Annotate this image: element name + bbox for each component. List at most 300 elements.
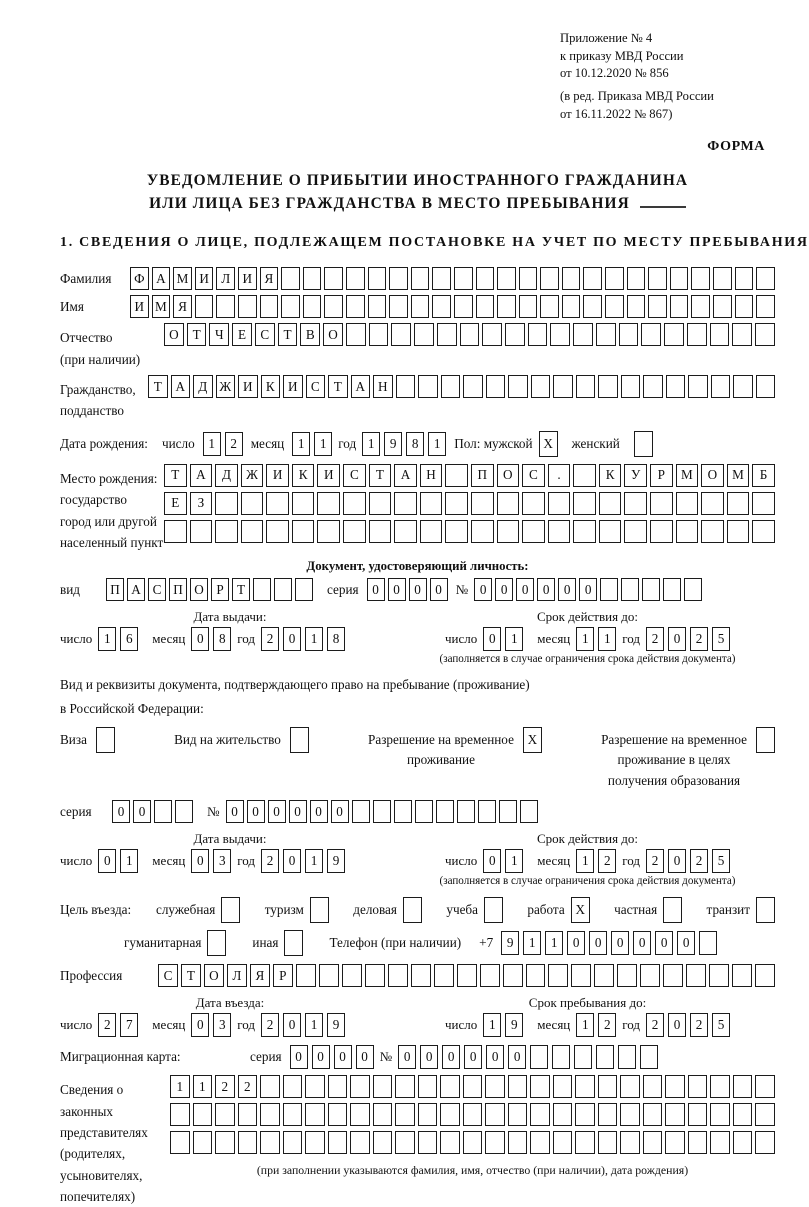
char-cell[interactable] xyxy=(688,1103,708,1126)
char-cell[interactable] xyxy=(665,1103,685,1126)
char-cell[interactable]: 2 xyxy=(238,1075,258,1098)
char-cell[interactable] xyxy=(154,800,172,823)
char-cell[interactable]: 0 xyxy=(356,1045,374,1069)
char-cell[interactable] xyxy=(676,520,699,543)
char-cell[interactable]: 0 xyxy=(474,578,492,601)
char-cell[interactable] xyxy=(296,964,316,987)
char-cell[interactable] xyxy=(600,578,618,601)
char-cell[interactable]: 1 xyxy=(305,627,323,651)
char-cell[interactable]: 1 xyxy=(505,627,523,651)
char-cell[interactable] xyxy=(618,1045,636,1069)
char-cell[interactable] xyxy=(650,492,673,515)
char-cell[interactable]: 0 xyxy=(655,931,673,955)
char-cell[interactable] xyxy=(713,267,732,290)
char-cell[interactable] xyxy=(305,1103,325,1126)
char-cell[interactable] xyxy=(418,1075,438,1098)
char-cell[interactable]: 0 xyxy=(226,800,244,823)
char-cell[interactable] xyxy=(620,1131,640,1154)
char-cell[interactable]: П xyxy=(169,578,187,601)
char-cell[interactable]: Л xyxy=(227,964,247,987)
char-cell[interactable]: 0 xyxy=(112,800,130,823)
char-cell[interactable] xyxy=(283,1075,303,1098)
char-cell[interactable]: 1 xyxy=(292,432,310,456)
char-cell[interactable]: 2 xyxy=(646,849,664,873)
char-cell[interactable]: Е xyxy=(164,492,187,515)
char-cell[interactable] xyxy=(573,520,596,543)
char-cell[interactable]: 1 xyxy=(314,432,332,456)
char-cell[interactable] xyxy=(260,1103,280,1126)
char-cell[interactable]: 0 xyxy=(508,1045,526,1069)
char-cell[interactable] xyxy=(281,295,300,318)
char-cell[interactable] xyxy=(238,1103,258,1126)
char-cell[interactable] xyxy=(317,520,340,543)
char-cell[interactable] xyxy=(193,1131,213,1154)
char-cell[interactable] xyxy=(643,1075,663,1098)
char-cell[interactable]: А xyxy=(171,375,191,398)
char-cell[interactable] xyxy=(503,964,523,987)
char-cell[interactable] xyxy=(395,1131,415,1154)
char-cell[interactable] xyxy=(485,1075,505,1098)
char-cell[interactable]: 5 xyxy=(712,1013,730,1037)
char-cell[interactable]: 2 xyxy=(215,1075,235,1098)
purpose-option-checkbox[interactable] xyxy=(207,930,226,956)
char-cell[interactable] xyxy=(530,1075,550,1098)
char-cell[interactable] xyxy=(701,520,724,543)
char-cell[interactable]: З xyxy=(190,492,213,515)
char-cell[interactable] xyxy=(373,800,391,823)
char-cell[interactable]: К xyxy=(261,375,281,398)
char-cell[interactable]: 0 xyxy=(133,800,151,823)
char-cell[interactable]: 1 xyxy=(576,849,594,873)
char-cell[interactable] xyxy=(634,431,653,457)
char-cell[interactable] xyxy=(508,375,528,398)
char-cell[interactable] xyxy=(573,464,596,487)
char-cell[interactable] xyxy=(394,800,412,823)
char-cell[interactable]: Р xyxy=(273,964,293,987)
char-cell[interactable] xyxy=(215,1103,235,1126)
char-cell[interactable] xyxy=(457,964,477,987)
purpose-option-checkbox[interactable] xyxy=(663,897,682,923)
char-cell[interactable] xyxy=(642,578,660,601)
char-cell[interactable]: 0 xyxy=(430,578,448,601)
char-cell[interactable] xyxy=(710,1103,730,1126)
char-cell[interactable] xyxy=(457,800,475,823)
char-cell[interactable] xyxy=(373,1103,393,1126)
char-cell[interactable] xyxy=(713,295,732,318)
char-cell[interactable] xyxy=(266,492,289,515)
char-cell[interactable] xyxy=(670,267,689,290)
char-cell[interactable] xyxy=(627,295,646,318)
char-cell[interactable]: 5 xyxy=(712,627,730,651)
char-cell[interactable]: X xyxy=(523,727,542,753)
char-cell[interactable]: 2 xyxy=(646,627,664,651)
char-cell[interactable] xyxy=(164,520,187,543)
char-cell[interactable] xyxy=(687,323,707,346)
char-cell[interactable] xyxy=(266,520,289,543)
char-cell[interactable] xyxy=(755,323,775,346)
char-cell[interactable] xyxy=(526,964,546,987)
char-cell[interactable] xyxy=(733,1103,753,1126)
char-cell[interactable] xyxy=(350,1131,370,1154)
char-cell[interactable] xyxy=(418,375,438,398)
char-cell[interactable] xyxy=(699,931,717,955)
char-cell[interactable]: М xyxy=(676,464,699,487)
char-cell[interactable] xyxy=(454,267,473,290)
char-cell[interactable]: 0 xyxy=(331,800,349,823)
char-cell[interactable] xyxy=(414,323,434,346)
char-cell[interactable]: 0 xyxy=(668,627,686,651)
char-cell[interactable] xyxy=(548,520,571,543)
char-cell[interactable]: Н xyxy=(373,375,393,398)
char-cell[interactable]: Д xyxy=(193,375,213,398)
char-cell[interactable]: 0 xyxy=(312,1045,330,1069)
char-cell[interactable] xyxy=(643,1103,663,1126)
char-cell[interactable]: 0 xyxy=(191,849,209,873)
char-cell[interactable] xyxy=(476,295,495,318)
char-cell[interactable] xyxy=(396,375,416,398)
char-cell[interactable]: 0 xyxy=(283,1013,301,1037)
char-cell[interactable]: 1 xyxy=(203,432,221,456)
char-cell[interactable] xyxy=(508,1131,528,1154)
char-cell[interactable] xyxy=(627,267,646,290)
char-cell[interactable]: 8 xyxy=(213,627,231,651)
char-cell[interactable] xyxy=(650,520,673,543)
char-cell[interactable] xyxy=(664,323,684,346)
char-cell[interactable] xyxy=(756,727,775,753)
char-cell[interactable]: 1 xyxy=(576,627,594,651)
char-cell[interactable]: И xyxy=(238,375,258,398)
char-cell[interactable] xyxy=(441,375,461,398)
char-cell[interactable]: 5 xyxy=(712,849,730,873)
char-cell[interactable] xyxy=(369,520,392,543)
char-cell[interactable]: Т xyxy=(148,375,168,398)
char-cell[interactable]: 2 xyxy=(261,1013,279,1037)
char-cell[interactable] xyxy=(295,578,313,601)
char-cell[interactable] xyxy=(499,800,517,823)
char-cell[interactable]: С xyxy=(255,323,275,346)
char-cell[interactable] xyxy=(599,492,622,515)
char-cell[interactable] xyxy=(519,267,538,290)
char-cell[interactable]: 0 xyxy=(442,1045,460,1069)
char-cell[interactable] xyxy=(596,323,616,346)
char-cell[interactable]: Ж xyxy=(216,375,236,398)
char-cell[interactable] xyxy=(620,1103,640,1126)
char-cell[interactable] xyxy=(463,1103,483,1126)
char-cell[interactable]: 9 xyxy=(327,1013,345,1037)
char-cell[interactable] xyxy=(317,492,340,515)
char-cell[interactable]: Т xyxy=(278,323,298,346)
char-cell[interactable] xyxy=(617,964,637,987)
char-cell[interactable] xyxy=(190,520,213,543)
char-cell[interactable] xyxy=(648,295,667,318)
char-cell[interactable] xyxy=(324,295,343,318)
char-cell[interactable] xyxy=(342,964,362,987)
char-cell[interactable] xyxy=(346,295,365,318)
char-cell[interactable]: Т xyxy=(164,464,187,487)
char-cell[interactable] xyxy=(305,1131,325,1154)
char-cell[interactable] xyxy=(598,1103,618,1126)
char-cell[interactable] xyxy=(395,1075,415,1098)
char-cell[interactable]: И xyxy=(195,267,214,290)
char-cell[interactable] xyxy=(701,492,724,515)
char-cell[interactable]: А xyxy=(190,464,213,487)
char-cell[interactable] xyxy=(670,295,689,318)
char-cell[interactable]: А xyxy=(351,375,371,398)
char-cell[interactable]: К xyxy=(599,464,622,487)
char-cell[interactable] xyxy=(319,964,339,987)
char-cell[interactable] xyxy=(216,295,235,318)
char-cell[interactable]: 0 xyxy=(268,800,286,823)
char-cell[interactable] xyxy=(434,964,454,987)
char-cell[interactable]: 3 xyxy=(213,849,231,873)
purpose-option-checkbox[interactable] xyxy=(284,930,303,956)
char-cell[interactable] xyxy=(598,1075,618,1098)
char-cell[interactable] xyxy=(343,520,366,543)
char-cell[interactable]: 1 xyxy=(428,432,446,456)
char-cell[interactable]: 0 xyxy=(567,931,585,955)
char-cell[interactable] xyxy=(346,267,365,290)
char-cell[interactable] xyxy=(756,295,775,318)
char-cell[interactable]: 8 xyxy=(327,627,345,651)
char-cell[interactable]: О xyxy=(701,464,724,487)
purpose-option-checkbox[interactable] xyxy=(756,897,775,923)
char-cell[interactable] xyxy=(175,800,193,823)
char-cell[interactable] xyxy=(440,1075,460,1098)
char-cell[interactable] xyxy=(752,520,775,543)
char-cell[interactable]: 2 xyxy=(261,627,279,651)
char-cell[interactable] xyxy=(688,1075,708,1098)
char-cell[interactable] xyxy=(733,1075,753,1098)
purpose-option-checkbox[interactable] xyxy=(484,897,503,923)
char-cell[interactable] xyxy=(553,1075,573,1098)
char-cell[interactable]: Н xyxy=(420,464,443,487)
char-cell[interactable]: Я xyxy=(250,964,270,987)
char-cell[interactable]: 0 xyxy=(464,1045,482,1069)
char-cell[interactable]: 0 xyxy=(579,578,597,601)
char-cell[interactable] xyxy=(530,1131,550,1154)
char-cell[interactable] xyxy=(215,1131,235,1154)
char-cell[interactable] xyxy=(540,267,559,290)
char-cell[interactable] xyxy=(260,295,279,318)
char-cell[interactable] xyxy=(599,520,622,543)
char-cell[interactable] xyxy=(548,492,571,515)
char-cell[interactable] xyxy=(274,578,292,601)
char-cell[interactable] xyxy=(519,295,538,318)
char-cell[interactable] xyxy=(508,1075,528,1098)
char-cell[interactable] xyxy=(432,267,451,290)
char-cell[interactable] xyxy=(303,267,322,290)
char-cell[interactable] xyxy=(665,1131,685,1154)
char-cell[interactable]: 0 xyxy=(289,800,307,823)
char-cell[interactable]: 2 xyxy=(690,849,708,873)
char-cell[interactable]: 6 xyxy=(120,627,138,651)
char-cell[interactable] xyxy=(522,520,545,543)
char-cell[interactable] xyxy=(688,375,708,398)
char-cell[interactable] xyxy=(471,492,494,515)
char-cell[interactable] xyxy=(550,323,570,346)
char-cell[interactable] xyxy=(283,1131,303,1154)
char-cell[interactable] xyxy=(328,1075,348,1098)
char-cell[interactable] xyxy=(350,1103,370,1126)
char-cell[interactable] xyxy=(530,1103,550,1126)
char-cell[interactable] xyxy=(497,267,516,290)
char-cell[interactable] xyxy=(684,578,702,601)
char-cell[interactable]: 1 xyxy=(170,1075,190,1098)
char-cell[interactable] xyxy=(290,727,309,753)
char-cell[interactable] xyxy=(497,492,520,515)
char-cell[interactable] xyxy=(596,1045,614,1069)
char-cell[interactable] xyxy=(732,964,752,987)
char-cell[interactable] xyxy=(389,267,408,290)
char-cell[interactable] xyxy=(478,800,496,823)
char-cell[interactable]: Д xyxy=(215,464,238,487)
char-cell[interactable]: О xyxy=(323,323,343,346)
char-cell[interactable] xyxy=(755,1103,775,1126)
char-cell[interactable]: 0 xyxy=(310,800,328,823)
char-cell[interactable] xyxy=(368,267,387,290)
char-cell[interactable] xyxy=(260,1131,280,1154)
char-cell[interactable] xyxy=(676,492,699,515)
char-cell[interactable] xyxy=(640,964,660,987)
char-cell[interactable] xyxy=(394,492,417,515)
char-cell[interactable]: 1 xyxy=(305,849,323,873)
purpose-option-checkbox[interactable] xyxy=(310,897,329,923)
char-cell[interactable]: И xyxy=(130,295,149,318)
char-cell[interactable]: 0 xyxy=(516,578,534,601)
char-cell[interactable]: 1 xyxy=(576,1013,594,1037)
char-cell[interactable]: 0 xyxy=(483,627,501,651)
char-cell[interactable] xyxy=(562,295,581,318)
char-cell[interactable] xyxy=(482,323,502,346)
char-cell[interactable] xyxy=(643,1131,663,1154)
char-cell[interactable] xyxy=(352,800,370,823)
char-cell[interactable] xyxy=(710,323,730,346)
char-cell[interactable]: 2 xyxy=(646,1013,664,1037)
char-cell[interactable]: X xyxy=(539,431,558,457)
char-cell[interactable] xyxy=(241,492,264,515)
char-cell[interactable] xyxy=(292,520,315,543)
char-cell[interactable]: С xyxy=(148,578,166,601)
char-cell[interactable] xyxy=(710,1131,730,1154)
char-cell[interactable] xyxy=(193,1103,213,1126)
char-cell[interactable] xyxy=(238,1131,258,1154)
char-cell[interactable] xyxy=(411,964,431,987)
char-cell[interactable] xyxy=(373,1131,393,1154)
char-cell[interactable]: 0 xyxy=(420,1045,438,1069)
char-cell[interactable] xyxy=(388,964,408,987)
char-cell[interactable]: 0 xyxy=(537,578,555,601)
char-cell[interactable] xyxy=(445,520,468,543)
char-cell[interactable]: 0 xyxy=(191,627,209,651)
char-cell[interactable] xyxy=(528,323,548,346)
char-cell[interactable]: . xyxy=(548,464,571,487)
char-cell[interactable] xyxy=(576,375,596,398)
char-cell[interactable] xyxy=(365,964,385,987)
char-cell[interactable] xyxy=(688,1131,708,1154)
char-cell[interactable] xyxy=(260,1075,280,1098)
char-cell[interactable] xyxy=(531,375,551,398)
char-cell[interactable]: 1 xyxy=(120,849,138,873)
char-cell[interactable]: С xyxy=(343,464,366,487)
char-cell[interactable]: 3 xyxy=(213,1013,231,1037)
char-cell[interactable]: 0 xyxy=(495,578,513,601)
char-cell[interactable]: А xyxy=(152,267,171,290)
char-cell[interactable] xyxy=(583,267,602,290)
char-cell[interactable]: И xyxy=(283,375,303,398)
char-cell[interactable]: Л xyxy=(216,267,235,290)
char-cell[interactable]: С xyxy=(306,375,326,398)
char-cell[interactable] xyxy=(432,295,451,318)
char-cell[interactable]: 1 xyxy=(362,432,380,456)
char-cell[interactable]: М xyxy=(727,464,750,487)
char-cell[interactable] xyxy=(710,1075,730,1098)
purpose-option-checkbox[interactable]: X xyxy=(571,897,590,923)
char-cell[interactable] xyxy=(575,1131,595,1154)
char-cell[interactable] xyxy=(486,375,506,398)
char-cell[interactable] xyxy=(619,323,639,346)
char-cell[interactable]: 0 xyxy=(334,1045,352,1069)
char-cell[interactable] xyxy=(480,964,500,987)
char-cell[interactable] xyxy=(624,520,647,543)
char-cell[interactable] xyxy=(215,492,238,515)
char-cell[interactable]: Ф xyxy=(130,267,149,290)
char-cell[interactable]: Т xyxy=(181,964,201,987)
char-cell[interactable] xyxy=(283,1103,303,1126)
char-cell[interactable] xyxy=(350,1075,370,1098)
char-cell[interactable] xyxy=(497,520,520,543)
char-cell[interactable] xyxy=(621,375,641,398)
char-cell[interactable]: П xyxy=(471,464,494,487)
char-cell[interactable]: 1 xyxy=(505,849,523,873)
char-cell[interactable] xyxy=(305,1075,325,1098)
char-cell[interactable] xyxy=(553,1131,573,1154)
char-cell[interactable] xyxy=(522,492,545,515)
char-cell[interactable]: 9 xyxy=(505,1013,523,1037)
char-cell[interactable]: О xyxy=(497,464,520,487)
char-cell[interactable]: А xyxy=(127,578,145,601)
char-cell[interactable] xyxy=(735,267,754,290)
char-cell[interactable]: И xyxy=(266,464,289,487)
char-cell[interactable] xyxy=(553,1103,573,1126)
char-cell[interactable]: О xyxy=(204,964,224,987)
char-cell[interactable]: 0 xyxy=(633,931,651,955)
char-cell[interactable]: М xyxy=(173,267,192,290)
char-cell[interactable] xyxy=(643,375,663,398)
char-cell[interactable]: 7 xyxy=(120,1013,138,1037)
char-cell[interactable]: Б xyxy=(752,464,775,487)
char-cell[interactable] xyxy=(343,492,366,515)
char-cell[interactable]: 0 xyxy=(247,800,265,823)
char-cell[interactable]: 0 xyxy=(283,627,301,651)
char-cell[interactable] xyxy=(281,267,300,290)
char-cell[interactable] xyxy=(238,295,257,318)
char-cell[interactable] xyxy=(735,295,754,318)
char-cell[interactable]: И xyxy=(238,267,257,290)
char-cell[interactable]: 0 xyxy=(367,578,385,601)
char-cell[interactable] xyxy=(369,492,392,515)
char-cell[interactable] xyxy=(454,295,473,318)
char-cell[interactable]: 1 xyxy=(523,931,541,955)
char-cell[interactable] xyxy=(691,267,710,290)
char-cell[interactable] xyxy=(605,295,624,318)
char-cell[interactable] xyxy=(471,520,494,543)
char-cell[interactable] xyxy=(756,267,775,290)
char-cell[interactable] xyxy=(476,267,495,290)
char-cell[interactable] xyxy=(445,492,468,515)
char-cell[interactable] xyxy=(440,1131,460,1154)
char-cell[interactable]: 0 xyxy=(483,849,501,873)
char-cell[interactable] xyxy=(324,267,343,290)
